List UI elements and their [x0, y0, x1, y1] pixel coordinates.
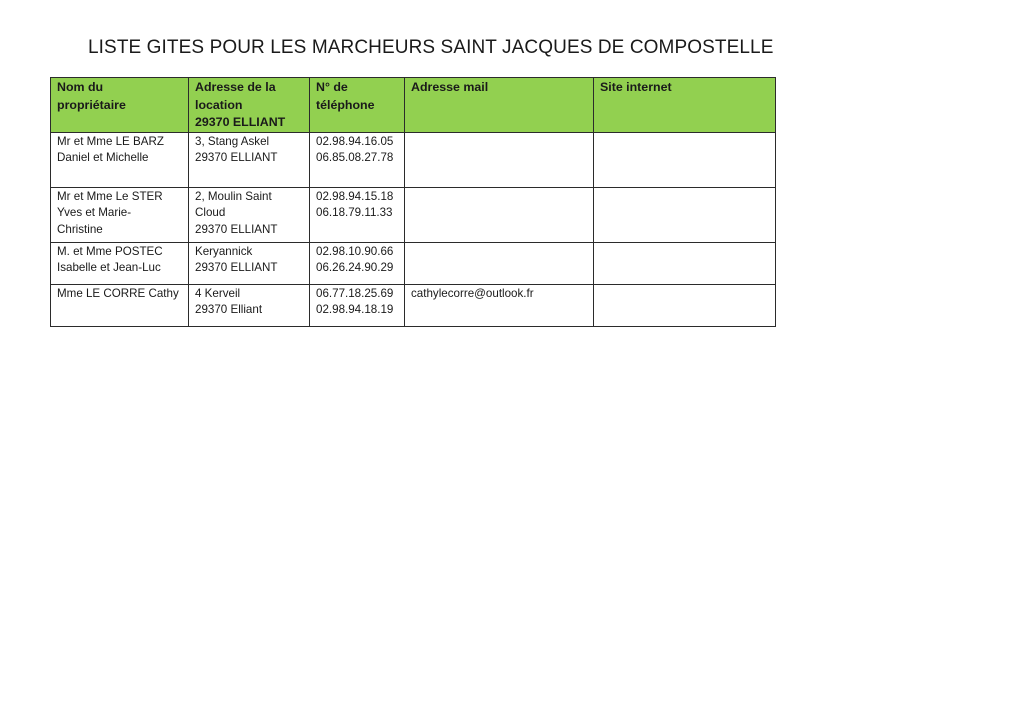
cell-email: [405, 242, 594, 284]
cell-website: [594, 242, 776, 284]
cell-text: 29370 Elliant: [195, 303, 263, 316]
gites-table: [50, 77, 776, 327]
cell-text: Mr et Mme LE BARZ: [57, 134, 164, 148]
cell-text: Isabelle et Jean-Luc: [57, 261, 161, 274]
cell-website: [594, 187, 776, 242]
header-text: Adresse de la: [195, 80, 276, 94]
cell-text: 29370 ELLIANT: [195, 261, 278, 274]
cell-text: 29370 ELLIANT: [195, 151, 278, 164]
cell-text: Mr et Mme Le STER: [57, 189, 163, 203]
cell-text: 4 Kerveil: [195, 286, 241, 300]
cell-text: 06.26.24.90.29: [316, 261, 394, 274]
cell-address: [189, 284, 310, 326]
cell-text: 06.18.79.11.33: [316, 206, 393, 219]
header-address: [189, 78, 310, 133]
email-address: cathylecorre@outlook.fr: [411, 286, 534, 300]
table-header-row: [51, 78, 776, 133]
cell-phone: [310, 242, 405, 284]
cell-website: [594, 284, 776, 326]
cell-text: Keryannick: [195, 244, 253, 258]
table-row: [51, 284, 776, 326]
cell-text: 02.98.94.15.18: [316, 189, 394, 203]
header-text: Adresse mail: [411, 80, 489, 94]
cell-phone: [310, 132, 405, 187]
header-owner: [51, 78, 189, 133]
cell-address: [189, 187, 310, 242]
cell-email: [405, 284, 594, 326]
header-text: N° de: [316, 80, 348, 94]
cell-text: 02.98.10.90.66: [316, 244, 394, 258]
header-text: 29370 ELLIANT: [195, 115, 286, 129]
header-text: Nom du: [57, 80, 104, 94]
cell-text: Christine: [57, 222, 103, 236]
cell-text: Mme LE CORRE Cathy: [57, 286, 179, 300]
cell-text: 06.85.08.27.78: [316, 151, 394, 164]
cell-address: [189, 242, 310, 284]
cell-text: 29370 ELLIANT: [195, 222, 278, 236]
header-email: [405, 78, 594, 133]
cell-email: [405, 187, 594, 242]
cell-text: 02.98.94.16.05: [316, 134, 394, 148]
page-title: LISTE GITES POUR LES MARCHEURS SAINT JACQUES DE COMPOSTELLE: [88, 37, 774, 58]
cell-text: 02.98.94.18.19: [316, 303, 394, 316]
cell-text: Cloud: [195, 206, 226, 219]
cell-text: 06.77.18.25.69: [316, 286, 394, 300]
cell-phone: [310, 187, 405, 242]
cell-text: Daniel et Michelle: [57, 151, 149, 164]
header-text: propriétaire: [57, 97, 126, 112]
cell-owner: [51, 187, 189, 242]
cell-text: M. et Mme POSTEC: [57, 244, 163, 258]
cell-phone: [310, 284, 405, 326]
cell-owner: [51, 132, 189, 187]
cell-email: [405, 132, 594, 187]
header-text: Site internet: [600, 80, 672, 94]
cell-text: 2, Moulin Saint: [195, 189, 272, 203]
header-text: téléphone: [316, 97, 375, 112]
cell-owner: [51, 284, 189, 326]
cell-website: [594, 132, 776, 187]
header-website: [594, 78, 776, 133]
table-row: [51, 242, 776, 284]
header-phone: [310, 78, 405, 133]
header-text: location: [195, 97, 243, 112]
cell-text: Yves et Marie-: [57, 206, 132, 219]
cell-text: 3, Stang Askel: [195, 134, 270, 148]
cell-address: [189, 132, 310, 187]
table-row: [51, 187, 776, 242]
table-row: [51, 132, 776, 187]
cell-owner: [51, 242, 189, 284]
